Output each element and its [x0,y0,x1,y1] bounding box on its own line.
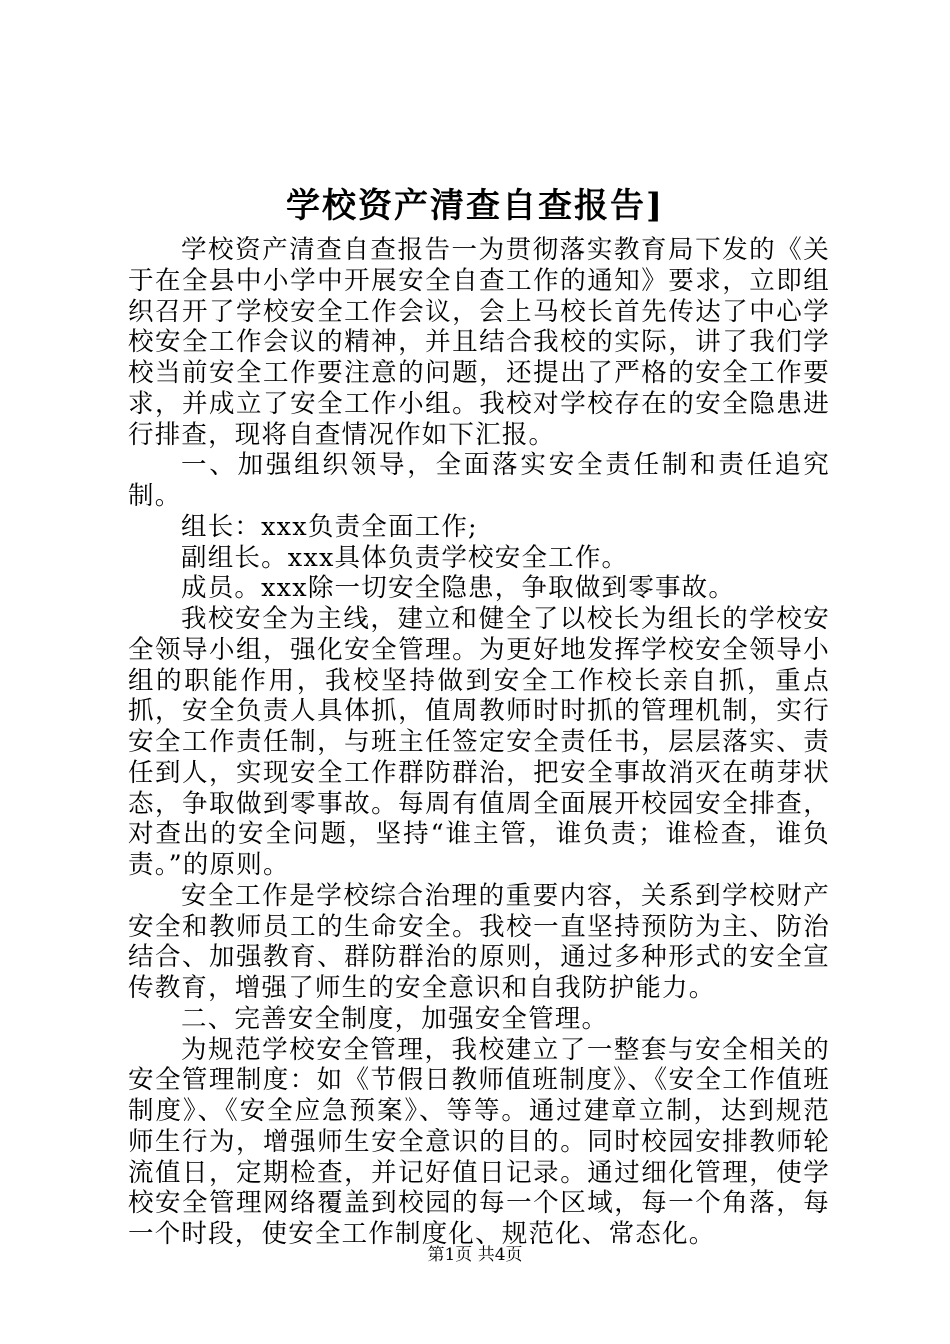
page-number-footer: 第1页 共4页 [427,1245,523,1265]
paragraph-team-leader: 组长：xxx负责全面工作; [181,511,478,542]
paragraph-intro: 学校资产清查自查报告一为贯彻落实教育局下发的《关于在全县中小学中开展安全自查工作的通知》要求，立即组织召开了学校安全工作会议，会上马校长首先传达了中心学校安全工作会议的精神，并且结合我校的实际，讲了我们学校当前安全工作要注意的问题，还提出了严格的安全工作要求，并成立了安全工作小组。我校对学校存在的安全隐患进行排查，现将自查情况作如下汇报。 [128,235,830,450]
paragraph-safety-work: 安全工作是学校综合治理的重要内容，关系到学校财产安全和教师员工的生命安全。我校一直坚持预防为主、防治结合、加强教育、群防群治的原则，通过多种形式的安全宣传教育，增强了师生的安全意识和自我防护能力。 [128,880,830,1003]
paragraph-members: 成员。xxx除一切安全隐患，争取做到零事故。 [181,573,736,604]
paragraph-deputy-leader: 副组长。xxx具体负责学校安全工作。 [181,542,629,573]
paragraph-safety-leadership: 我校安全为主线，建立和健全了以校长为组长的学校安全领导小组，强化安全管理。为更好地发挥学校安全领导小组的职能作用，我校坚持做到安全工作校长亲自抓，重点抓，安全负责人具体抓，值周教师时时抓的管理机制，实行安全工作责任制，与班主任签定安全责任书，层层落实、责任到人，实现安全工作群防群治，把安全事故消灭在萌芽状态，争取做到零事故。每周有值周全面展开校园安全排查，对查出的安全问题，坚持“谁主管，谁负责；谁检查，谁负责。”的原则。 [128,604,830,880]
document-title: 学校资产清查自查报告] [285,186,665,226]
document-body [128,235,830,1250]
section-heading-1: 一、加强组织领导，全面落实安全责任制和责任追究制。 [128,450,830,511]
paragraph-safety-system: 为规范学校安全管理，我校建立了一整套与安全相关的安全管理制度：如《节假日教师值班制度》、《安全工作值班制度》、《安全应急预案》、等等。通过建章立制，达到规范师生行为，增强师生安全意识的目的。同时校园安排教师轮流值日，定期检查，并记好值日记录。通过细化管理，使学校安全管理网络覆盖到校园的每一个区域，每一个角落，每一个时段，使安全工作制度化、规范化、常态化。 [128,1034,830,1249]
section-heading-2: 二、完善安全制度，加强安全管理。 [181,1003,609,1034]
